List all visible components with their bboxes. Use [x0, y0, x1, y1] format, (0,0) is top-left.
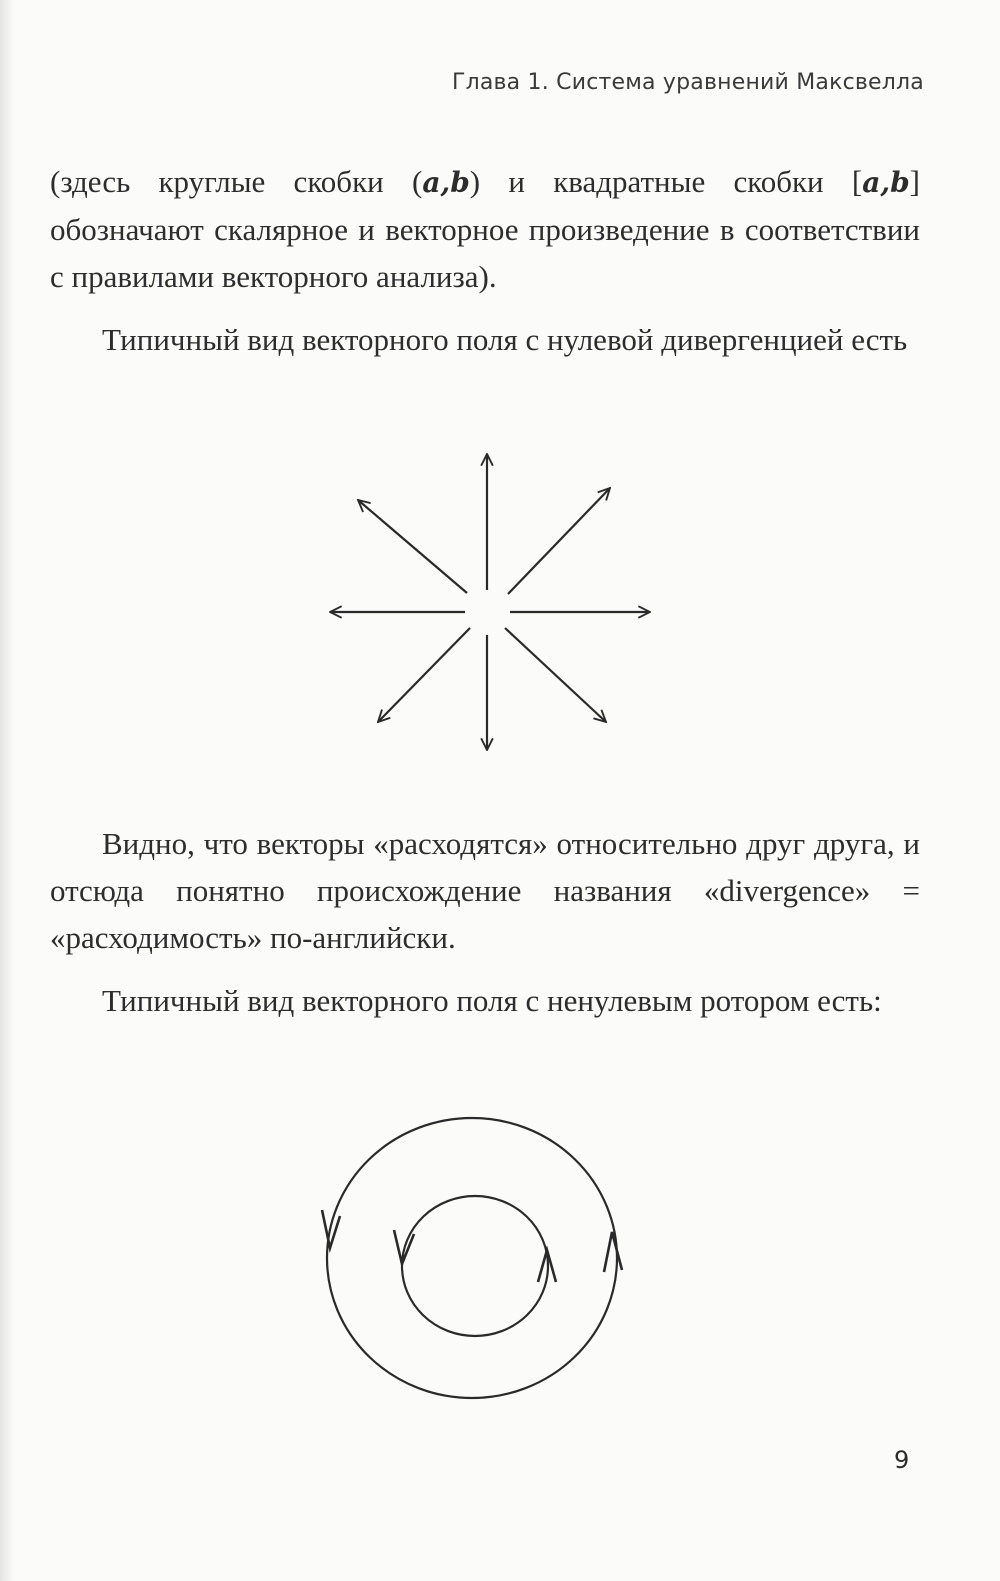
paragraph-zero-divergence: Типичный вид векторного поля с нулевой дивергенцией есть	[102, 322, 908, 357]
arrow-down-left	[378, 628, 470, 722]
divergence-arrows	[330, 454, 650, 750]
text-block-top	[50, 158, 920, 379]
text-block-bottom	[50, 820, 920, 1040]
outer-circle	[327, 1118, 617, 1398]
paragraph-nonzero-rotor: Типичный вид векторного поля с ненулевым ротором есть:	[102, 983, 882, 1018]
paragraph-text-part: ) и квадратные скобки [	[469, 164, 863, 199]
paragraph-divergence-explanation: Видно, что векторы «расходятся» относительно друг друга, и отсюда понятно происхождение названия «divergence» = «расходимость» по-английски.	[50, 826, 920, 955]
paragraph-brackets-note	[50, 158, 920, 300]
paragraph-text-part: (здесь круглые скобки (	[50, 164, 423, 199]
divergence-field-figure	[300, 430, 680, 770]
arrow-up-right	[508, 488, 610, 594]
rotor-field-figure	[300, 1100, 660, 1410]
rotor-circles	[322, 1118, 622, 1398]
outer-right-arrow-icon	[604, 1232, 622, 1272]
paragraph-text-part: ] обозначают скалярное и векторное произведение в соответствии с правилами векторного анализа).	[50, 164, 920, 294]
page-number: 9	[894, 1446, 910, 1474]
running-header: Глава 1. Система уравнений Максвелла	[451, 70, 924, 95]
math-vector-product: a,b	[862, 166, 910, 199]
arrow-up-left	[358, 500, 467, 593]
page-edge-shadow	[0, 0, 14, 1581]
math-scalar-product: a,b	[422, 166, 470, 199]
inner-circle	[402, 1196, 548, 1336]
arrow-down-right	[505, 628, 606, 722]
